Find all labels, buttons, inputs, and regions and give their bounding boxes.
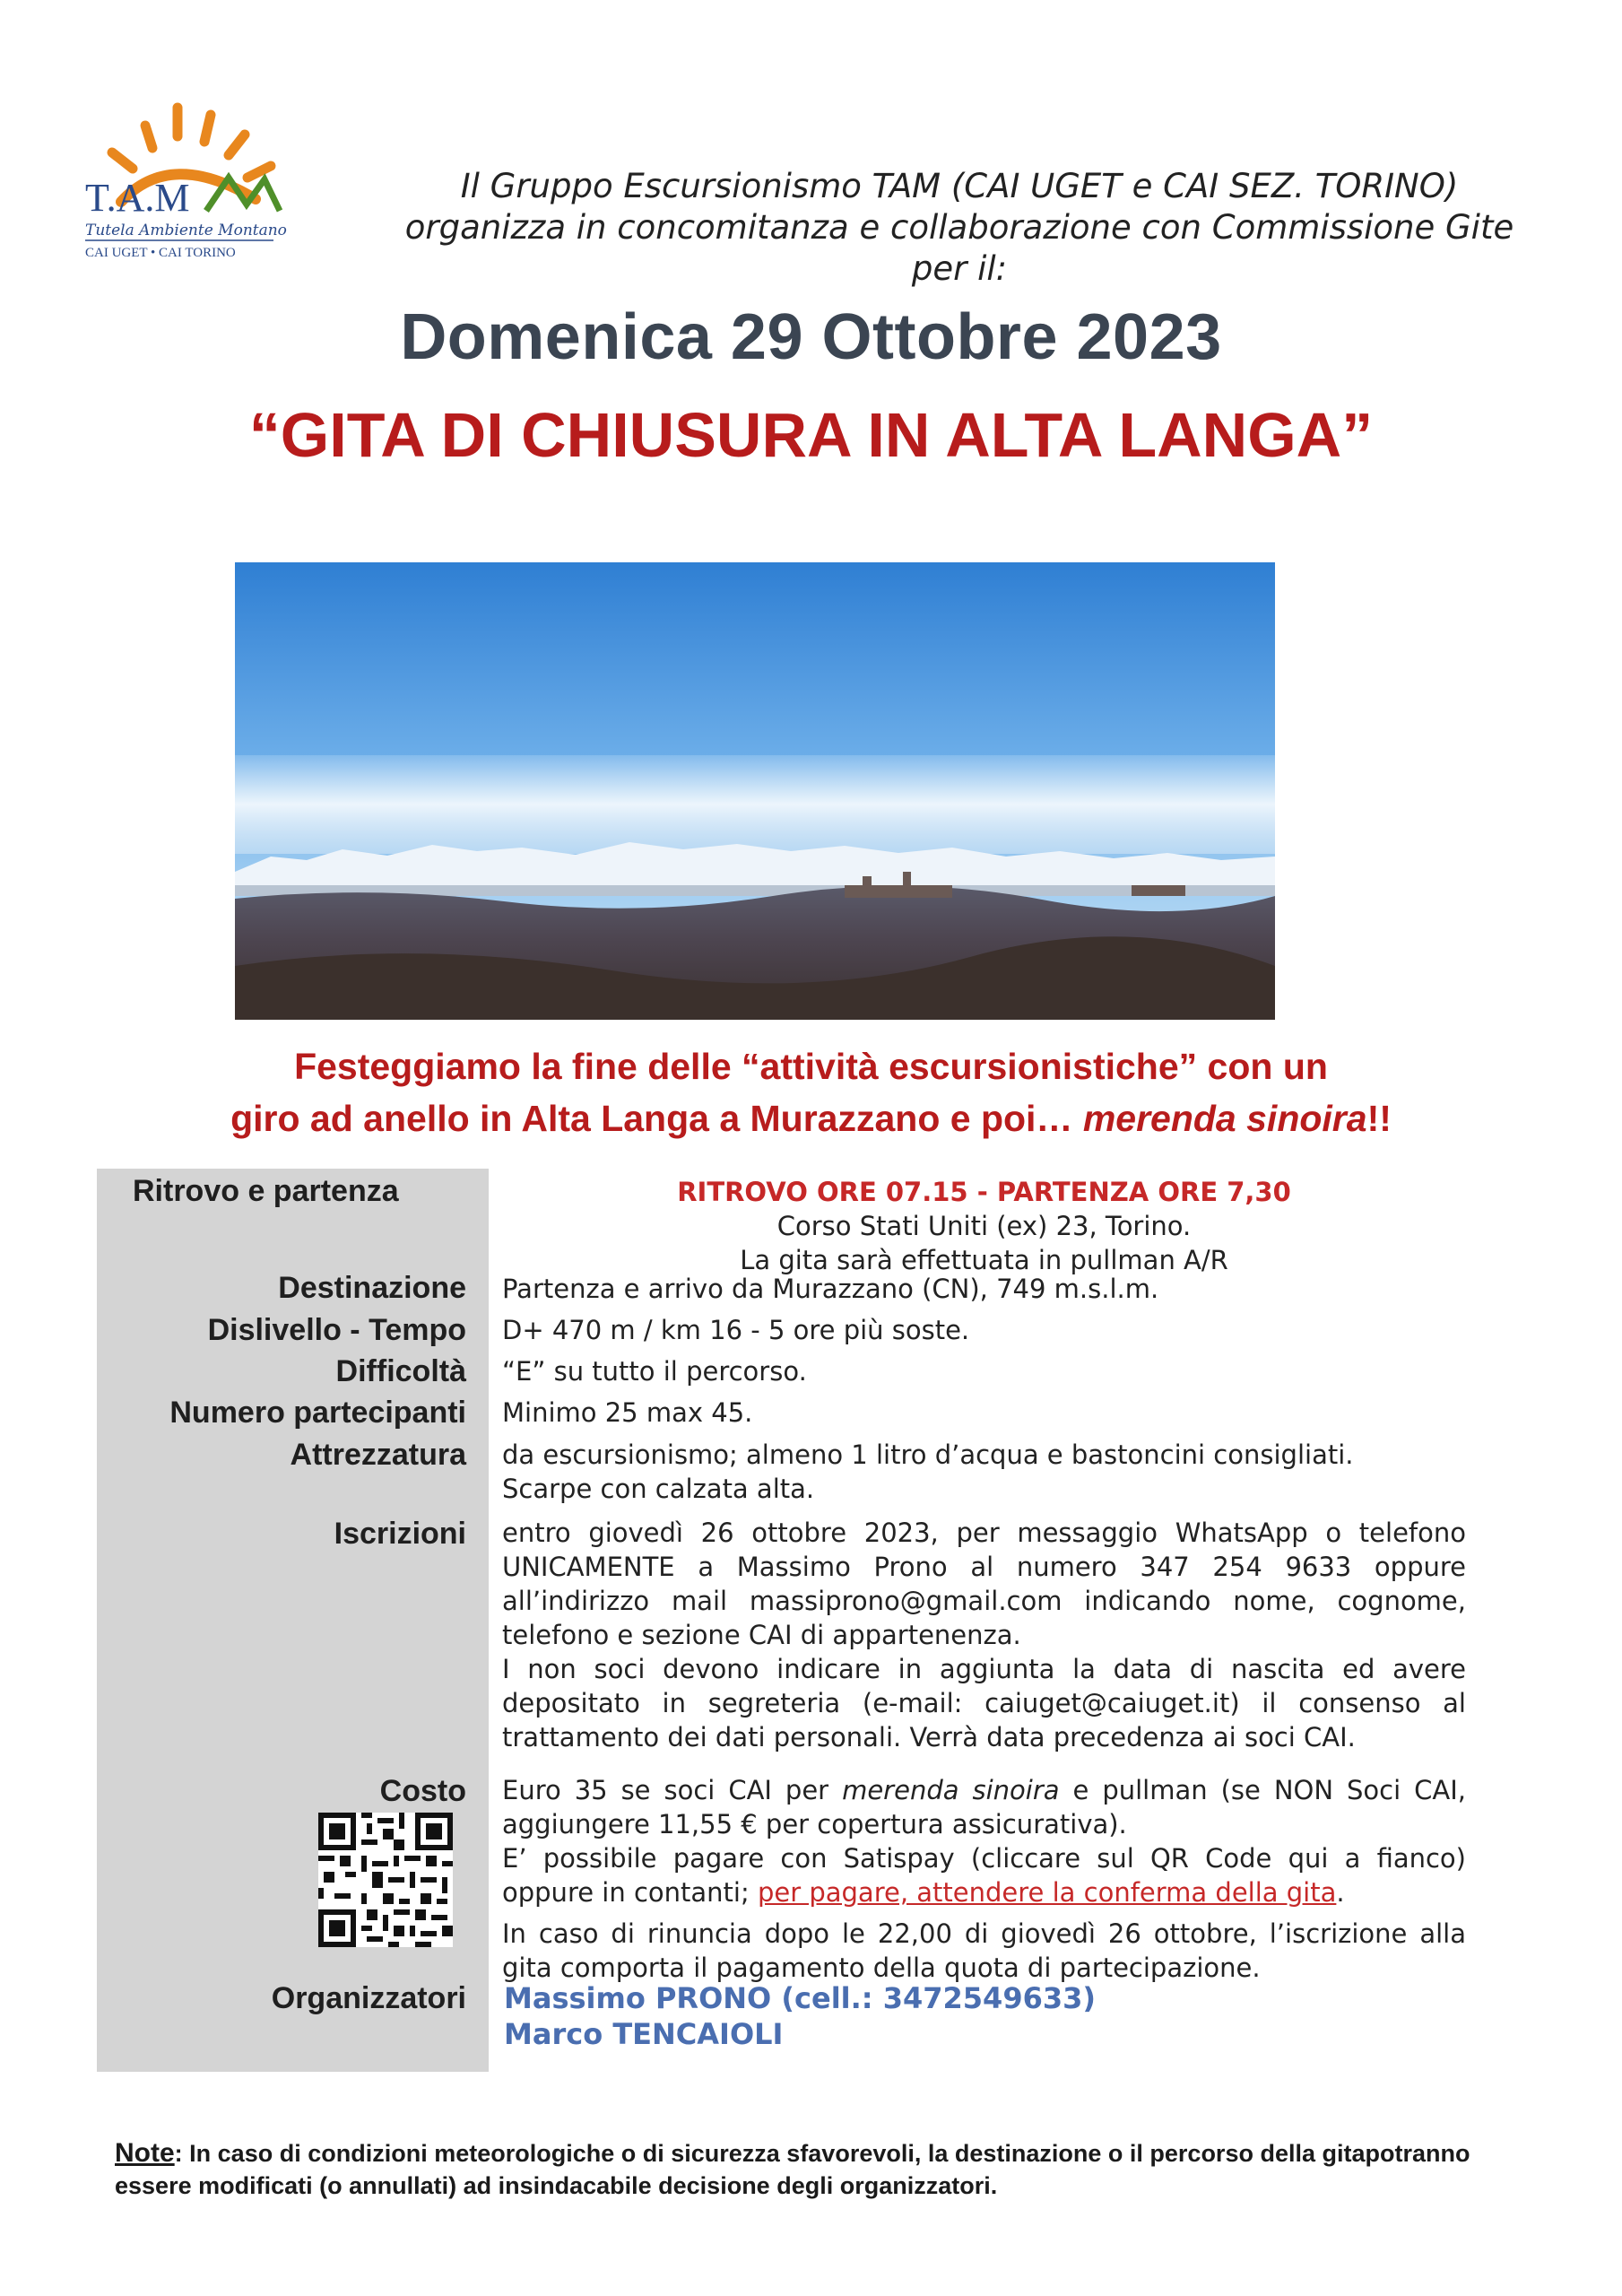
value-partecipanti: Minimo 25 max 45. [502,1397,753,1428]
tam-logo [72,99,341,278]
event-date: Domenica 29 Ottobre 2023 [400,301,1222,373]
costo-para-1: Euro 35 se soci CAI per merenda sinoira e pullman (se NON Soci CAI, aggiungere 11,55 € per copertura assicurativa). [502,1775,1466,1839]
sun-logo-icon [72,99,341,278]
value-dislivello: D+ 470 m / km 16 - 5 ore più soste. [502,1315,970,1345]
svg-text:T.A.M: T.A.M [85,176,190,220]
label-dislivello: Dislivello - Tempo [207,1313,466,1347]
ritrovo-time: RITROVO ORE 07.15 - PARTENZA ORE 7,30 [677,1177,1291,1207]
costo-para-2: E’ possibile pagare con Satispay (cliccare sul QR Code qui a fianco) oppure in contanti; per pagare, attendere la conferma della gita. [502,1843,1466,1908]
ritrovo-address: Corso Stati Uniti (ex) 23, Torino. [776,1211,1192,1241]
ritrovo-details [502,1175,1466,1277]
organizer-2: Marco TENCAIOLI [504,2017,784,2051]
tagline-line-2: giro ad anello in Alta Langa a Murazzano e poi… merenda sinoira!! [230,1098,1392,1139]
value-difficolta: “E” su tutto il percorso. [502,1356,807,1387]
qr-code-icon[interactable] [318,1812,453,1948]
label-destinazione: Destinazione [278,1271,466,1305]
iscrizioni-para-1: entro giovedì 26 ottobre 2023, per messaggio WhatsApp o telefono UNICAMENTE a Massimo Prono al numero 347 254 9633 oppure all’indirizzo mail massiprono@gmail.com indicando nome, cognome, telefono e sezione CAI di appartenenza. [502,1518,1466,1650]
label-attrezzatura: Attrezzatura [290,1438,466,1472]
svg-text:CAI UGET • CAI TORINO: CAI UGET • CAI TORINO [85,246,236,260]
label-iscrizioni: Iscrizioni [334,1517,466,1551]
footer-note: Note: In caso di condizioni meteorologiche o di sicurezza sfavorevoli, la destinazione o il percorso della gitapotranno essere modificati (o annullati) ad insindacabile decisione degli organizzatori. [115,2138,1470,2199]
note-text: In caso di condizioni meteorologiche o di sicurezza sfavorevoli, la destinazione o il percorso della gitapotranno essere modificati (o annullati) ad insindacabile decisione degli organizzatori. [115,2140,1470,2199]
label-costo: Costo [379,1774,466,1808]
note-label: Note [115,2138,175,2168]
label-organizzatori: Organizzatori [271,1981,466,2015]
label-difficolta: Difficoltà [335,1354,466,1388]
intro-line-1: Il Gruppo Escursionismo TAM (CAI UGET e CAI SEZ. TORINO) [460,167,1459,205]
organizer-1: Massimo PRONO (cell.: 3472549633) [504,1981,1096,2015]
value-destinazione: Partenza e arrivo da Murazzano (CN), 749 m.s.l.m. [502,1274,1159,1304]
payment-confirmation-link[interactable]: per pagare, attendere la conferma della gita [757,1877,1337,1908]
value-iscrizioni [502,1516,1466,1754]
intro-text [377,166,1542,290]
ritrovo-transport: La gita sarà effettuata in pullman A/R [740,1245,1228,1275]
label-ritrovo: Ritrovo e partenza [133,1174,399,1208]
tagline [0,1040,1622,1144]
intro-line-2: organizza in concomitanza e collaborazione con Commissione Gite [404,208,1514,247]
label-partecipanti: Numero partecipanti [169,1396,466,1430]
iscrizioni-para-2: I non soci devono indicare in aggiunta la data di nascita ed avere depositato in segreteria (e-mail: caiuget@caiuget.it) il consenso al trattamento dei dati personali. Verrà data precedenza ai soci CAI. [502,1654,1466,1752]
costo-para-3: In caso di rinuncia dopo le 22,00 di giovedì 26 ottobre, l’iscrizione alla gita comporta il pagamento della quota di partecipazione. [502,1918,1466,1983]
svg-text:Tutela Ambiente Montano: Tutela Ambiente Montano [85,222,287,239]
intro-line-3: per il: [911,249,1008,288]
value-costo [502,1773,1466,1985]
satispay-qr-code[interactable] [318,1812,453,1948]
event-title: “GITA DI CHIUSURA IN ALTA LANGA” [248,400,1374,470]
tagline-line-1: Festeggiamo la fine delle “attività escursionistiche” con un [294,1046,1328,1087]
landscape-photo [235,562,1275,1020]
value-attrezzatura: da escursionismo; almeno 1 litro d’acqua e bastoncini consigliati. Scarpe con calzata alta. [502,1439,1354,1504]
